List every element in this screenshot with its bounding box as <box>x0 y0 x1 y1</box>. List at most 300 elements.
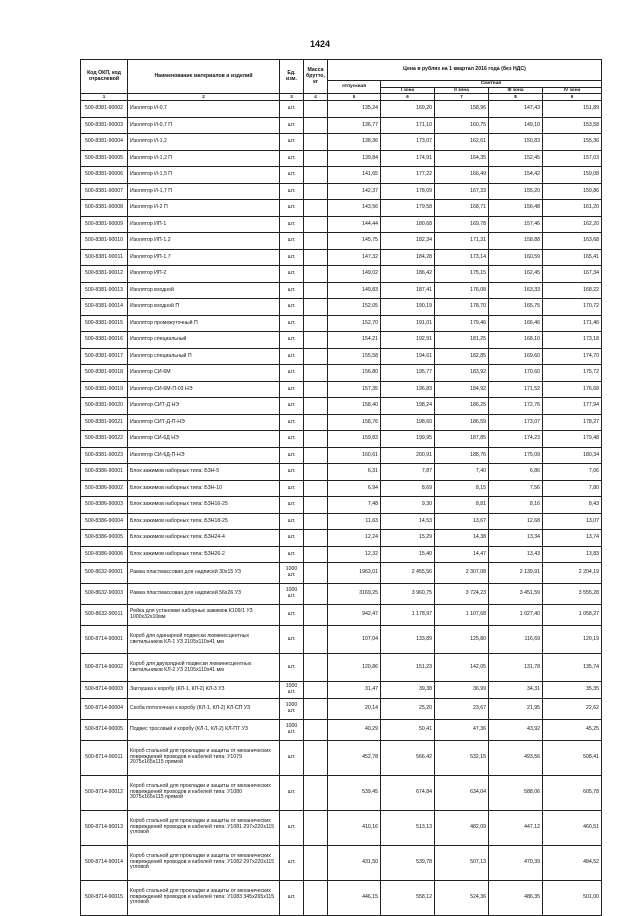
item-name: Рейка для установки наборных зажимов К109/1 УЗ 1000х32х10мм <box>128 605 280 626</box>
price-zone-4: 22,62 <box>543 698 602 719</box>
table-row <box>81 249 602 266</box>
price-zone-2: 171,31 <box>435 233 489 250</box>
price-zone-1: 190,19 <box>381 299 435 316</box>
price-zone-1: 184,28 <box>381 249 435 266</box>
item-mass <box>304 200 328 217</box>
table-row <box>81 447 602 464</box>
price-zone-3: 166,46 <box>489 315 543 332</box>
page-number: 1424 <box>309 39 331 49</box>
item-code: 500-8381-90002 <box>81 101 128 118</box>
item-unit: шт. <box>280 167 304 184</box>
price-release: 136,77 <box>328 117 381 134</box>
table-row <box>81 626 602 654</box>
item-code: 500-8632-90003 <box>81 584 128 605</box>
price-zone-2: 158,96 <box>435 101 489 118</box>
price-zone-4: 165,41 <box>543 249 602 266</box>
item-unit: 1000 шт. <box>280 698 304 719</box>
item-code: 500-8381-90011 <box>81 249 128 266</box>
item-code: 500-8632-90001 <box>81 563 128 584</box>
price-zone-1: 151,23 <box>381 654 435 682</box>
item-mass <box>304 381 328 398</box>
price-table <box>80 59 602 916</box>
table-row <box>81 497 602 514</box>
item-name: Изолятор СИТ-Д-П-НЭ <box>128 414 280 431</box>
item-unit: шт. <box>280 398 304 415</box>
price-zone-3: 486,35 <box>489 880 543 915</box>
header-zone-4: IV зона <box>543 87 602 94</box>
price-zone-3: 7,56 <box>489 480 543 497</box>
price-zone-2: 160,75 <box>435 117 489 134</box>
item-code: 500-8714-90011 <box>81 740 128 775</box>
item-unit: шт. <box>280 810 304 845</box>
price-zone-1: 178,09 <box>381 183 435 200</box>
table-row <box>81 365 602 382</box>
item-mass <box>304 740 328 775</box>
price-release: 11,63 <box>328 513 381 530</box>
price-release: 152,70 <box>328 315 381 332</box>
price-zone-4: 13,83 <box>543 546 602 563</box>
table-row <box>81 282 602 299</box>
price-zone-4: 7,06 <box>543 464 602 481</box>
price-zone-4: 177,94 <box>543 398 602 415</box>
column-number: 7 <box>435 94 489 101</box>
price-zone-4: 1 058,27 <box>543 605 602 626</box>
item-name: Блок зажимов наборных типа: БЗН24-4 <box>128 530 280 547</box>
price-zone-1: 191,01 <box>381 315 435 332</box>
price-zone-2: 176,08 <box>435 282 489 299</box>
item-unit: шт. <box>280 480 304 497</box>
item-unit: шт. <box>280 431 304 448</box>
table-row <box>81 775 602 810</box>
item-unit: шт. <box>280 134 304 151</box>
item-name: Изолятор СИ-6М-П-03 НЭ <box>128 381 280 398</box>
item-mass <box>304 117 328 134</box>
price-zone-4: 171,46 <box>543 315 602 332</box>
table-row <box>81 584 602 605</box>
item-name: Подвес тросовый к коробу (КЛ-1, КЛ-2) КЛ-ПТ УЗ <box>128 719 280 740</box>
price-release: 141,65 <box>328 167 381 184</box>
price-release: 138,36 <box>328 134 381 151</box>
item-unit: шт. <box>280 775 304 810</box>
item-code: 500-8714-90014 <box>81 845 128 880</box>
item-name: Короб стальной для прокладки и защиты от механических повреждений проводов и кабелей типа: У1083 345х265х115 угловой <box>128 880 280 915</box>
item-code: 500-8714-90005 <box>81 719 128 740</box>
item-unit: шт. <box>280 117 304 134</box>
table-row <box>81 101 602 118</box>
table-row <box>81 216 602 233</box>
item-name: Изолятор СИ-6Д-П-НЭ <box>128 447 280 464</box>
item-name: Изолятор входной <box>128 282 280 299</box>
column-number: 3 <box>280 94 304 101</box>
price-release: 539,45 <box>328 775 381 810</box>
price-zone-1: 7,87 <box>381 464 435 481</box>
item-name: Короб стальной для прокладки и защиты от механических повреждений проводов и кабелей типа: У1079 2075х165х115 прямой <box>128 740 280 775</box>
item-code: 500-8381-90003 <box>81 117 128 134</box>
table-row <box>81 332 602 349</box>
header-price-group: Цена в рублях на 1 квартал 2016 года (без НДС) <box>328 60 602 81</box>
item-unit: шт. <box>280 332 304 349</box>
item-mass <box>304 497 328 514</box>
price-zone-2: 507,13 <box>435 845 489 880</box>
price-release: 139,84 <box>328 150 381 167</box>
table-row <box>81 682 602 699</box>
price-release: 143,56 <box>328 200 381 217</box>
table-row <box>81 480 602 497</box>
item-mass <box>304 282 328 299</box>
item-name: Короб стальной для прокладки и защиты от механических повреждений проводов и кабелей типа: У1081 297х220х115 угловой <box>128 810 280 845</box>
price-release: 431,50 <box>328 845 381 880</box>
column-number: 5 <box>328 94 381 101</box>
item-code: 500-8381-90018 <box>81 365 128 382</box>
price-zone-1: 25,20 <box>381 698 435 719</box>
price-zone-3: 171,52 <box>489 381 543 398</box>
item-code: 500-8381-90004 <box>81 134 128 151</box>
item-mass <box>304 605 328 626</box>
item-unit: шт. <box>280 150 304 167</box>
price-zone-1: 179,58 <box>381 200 435 217</box>
price-zone-2: 187,85 <box>435 431 489 448</box>
item-code: 500-8386-90001 <box>81 464 128 481</box>
price-zone-4: 13,07 <box>543 513 602 530</box>
price-release: 40,29 <box>328 719 381 740</box>
item-name: Изолятор И-1,2 П <box>128 150 280 167</box>
item-name: Изолятор И-2 П <box>128 200 280 217</box>
table-row <box>81 398 602 415</box>
item-unit: шт. <box>280 845 304 880</box>
item-unit: шт. <box>280 626 304 654</box>
item-mass <box>304 365 328 382</box>
price-zone-2: 167,33 <box>435 183 489 200</box>
column-number: 9 <box>543 94 602 101</box>
price-zone-4: 170,72 <box>543 299 602 316</box>
price-zone-2: 179,46 <box>435 315 489 332</box>
item-mass <box>304 348 328 365</box>
price-release: 31,47 <box>328 682 381 699</box>
table-row <box>81 348 602 365</box>
item-mass <box>304 150 328 167</box>
item-code: 500-8632-90011 <box>81 605 128 626</box>
price-release: 410,16 <box>328 810 381 845</box>
item-unit: шт. <box>280 299 304 316</box>
price-zone-1: 9,30 <box>381 497 435 514</box>
price-zone-1: 133,89 <box>381 626 435 654</box>
item-name: Короб стальной для прокладки и защиты от механических повреждений проводов и кабелей типа: У1080 3075х165х115 прямой <box>128 775 280 810</box>
item-mass <box>304 719 328 740</box>
price-zone-3: 6,86 <box>489 464 543 481</box>
table-row <box>81 605 602 626</box>
price-zone-3: 158,88 <box>489 233 543 250</box>
price-release: 157,35 <box>328 381 381 398</box>
price-release: 156,80 <box>328 365 381 382</box>
item-unit: 1000 шт. <box>280 682 304 699</box>
price-zone-4: 135,74 <box>543 654 602 682</box>
price-zone-4: 151,89 <box>543 101 602 118</box>
table-row <box>81 513 602 530</box>
price-release: 12,32 <box>328 546 381 563</box>
price-zone-3: 447,12 <box>489 810 543 845</box>
price-release: 155,58 <box>328 348 381 365</box>
price-zone-2: 142,05 <box>435 654 489 682</box>
item-unit: шт. <box>280 365 304 382</box>
price-zone-3: 156,48 <box>489 200 543 217</box>
price-zone-1: 196,83 <box>381 381 435 398</box>
item-mass <box>304 183 328 200</box>
table-row <box>81 414 602 431</box>
price-zone-1: 566,42 <box>381 740 435 775</box>
item-mass <box>304 266 328 283</box>
price-zone-3: 588,06 <box>489 775 543 810</box>
price-zone-1: 15,29 <box>381 530 435 547</box>
item-code: 500-8381-90005 <box>81 150 128 167</box>
table-row <box>81 183 602 200</box>
item-name: Изолятор ИП-1.2 <box>128 233 280 250</box>
item-unit: шт. <box>280 381 304 398</box>
price-zone-3: 43,92 <box>489 719 543 740</box>
item-code: 500-8381-90006 <box>81 167 128 184</box>
price-zone-1: 15,40 <box>381 546 435 563</box>
price-zone-3: 470,39 <box>489 845 543 880</box>
table-row <box>81 698 602 719</box>
item-name: Изолятор входной П <box>128 299 280 316</box>
header-release: отпускная <box>328 81 381 94</box>
item-unit: 1000 шт. <box>280 719 304 740</box>
item-code: 500-8386-90005 <box>81 530 128 547</box>
table-body <box>81 101 602 916</box>
price-zone-1: 3 960,75 <box>381 584 435 605</box>
header-name: Наименование материалов и изделий <box>128 60 280 94</box>
price-zone-2: 162,61 <box>435 134 489 151</box>
item-name: Изолятор специальный П <box>128 348 280 365</box>
header-unit: Ед. изм. <box>280 60 304 94</box>
price-zone-1: 558,12 <box>381 880 435 915</box>
item-code: 500-8381-90007 <box>81 183 128 200</box>
item-mass <box>304 845 328 880</box>
item-mass <box>304 447 328 464</box>
table-row <box>81 654 602 682</box>
table-row <box>81 845 602 880</box>
item-mass <box>304 233 328 250</box>
price-zone-2: 482,09 <box>435 810 489 845</box>
price-zone-2: 125,80 <box>435 626 489 654</box>
price-zone-1: 50,41 <box>381 719 435 740</box>
price-zone-2: 186,59 <box>435 414 489 431</box>
price-zone-1: 513,13 <box>381 810 435 845</box>
item-unit: шт. <box>280 249 304 266</box>
column-number: 2 <box>128 94 280 101</box>
price-release: 158,76 <box>328 414 381 431</box>
item-name: Изолятор промежуточный П <box>128 315 280 332</box>
item-unit: шт. <box>280 233 304 250</box>
item-mass <box>304 216 328 233</box>
price-zone-1: 192,91 <box>381 332 435 349</box>
price-zone-1: 180,68 <box>381 216 435 233</box>
item-mass <box>304 167 328 184</box>
price-zone-2: 173,14 <box>435 249 489 266</box>
price-zone-2: 169,78 <box>435 216 489 233</box>
item-unit: шт. <box>280 183 304 200</box>
item-code: 500-8386-90003 <box>81 497 128 514</box>
price-zone-2: 168,71 <box>435 200 489 217</box>
item-code: 500-8381-90008 <box>81 200 128 217</box>
item-mass <box>304 134 328 151</box>
price-zone-2: 36,99 <box>435 682 489 699</box>
table-row <box>81 810 602 845</box>
table-row <box>81 381 602 398</box>
price-zone-3: 175,09 <box>489 447 543 464</box>
price-zone-1: 39,38 <box>381 682 435 699</box>
item-code: 500-8381-90023 <box>81 447 128 464</box>
price-release: 12,24 <box>328 530 381 547</box>
price-release: 107,04 <box>328 626 381 654</box>
item-unit: шт. <box>280 101 304 118</box>
table-row <box>81 563 602 584</box>
item-mass <box>304 698 328 719</box>
item-name: Изолятор И-0,7 П <box>128 117 280 134</box>
item-unit: шт. <box>280 414 304 431</box>
item-unit: шт. <box>280 266 304 283</box>
price-zone-1: 539,78 <box>381 845 435 880</box>
price-zone-4: 7,80 <box>543 480 602 497</box>
price-zone-3: 169,60 <box>489 348 543 365</box>
item-name: Изолятор И-0,7 <box>128 101 280 118</box>
price-zone-2: 188,76 <box>435 447 489 464</box>
item-mass <box>304 584 328 605</box>
price-release: 120,86 <box>328 654 381 682</box>
item-mass <box>304 513 328 530</box>
item-code: 500-8714-90015 <box>81 880 128 915</box>
table-row <box>81 167 602 184</box>
item-name: Изолятор ИП-1 <box>128 216 280 233</box>
item-name: Изолятор СИ-6Д НЭ <box>128 431 280 448</box>
price-zone-2: 182,85 <box>435 348 489 365</box>
price-zone-2: 634,04 <box>435 775 489 810</box>
item-unit: шт. <box>280 497 304 514</box>
price-zone-2: 14,47 <box>435 546 489 563</box>
item-code: 500-8381-90016 <box>81 332 128 349</box>
price-zone-2: 3 724,23 <box>435 584 489 605</box>
price-zone-3: 12,68 <box>489 513 543 530</box>
price-zone-4: 153,58 <box>543 117 602 134</box>
price-zone-3: 2 139,91 <box>489 563 543 584</box>
price-zone-3: 13,34 <box>489 530 543 547</box>
price-zone-3: 152,45 <box>489 150 543 167</box>
item-code: 500-8381-90012 <box>81 266 128 283</box>
price-zone-4: 168,22 <box>543 282 602 299</box>
price-zone-4: 120,19 <box>543 626 602 654</box>
price-zone-3: 160,59 <box>489 249 543 266</box>
table-row <box>81 299 602 316</box>
price-zone-3: 157,46 <box>489 216 543 233</box>
price-zone-3: 170,60 <box>489 365 543 382</box>
price-zone-4: 174,70 <box>543 348 602 365</box>
table-row <box>81 315 602 332</box>
item-unit: шт. <box>280 348 304 365</box>
price-zone-2: 2 307,08 <box>435 563 489 584</box>
price-zone-2: 184,92 <box>435 381 489 398</box>
price-zone-4: 178,27 <box>543 414 602 431</box>
item-mass <box>304 775 328 810</box>
price-zone-2: 1 107,68 <box>435 605 489 626</box>
price-zone-4: 2 204,19 <box>543 563 602 584</box>
table-row <box>81 150 602 167</box>
table-row <box>81 719 602 740</box>
item-name: Изолятор И-1,2 <box>128 134 280 151</box>
table-row <box>81 200 602 217</box>
price-zone-3: 13,43 <box>489 546 543 563</box>
price-zone-1: 186,42 <box>381 266 435 283</box>
price-zone-4: 159,08 <box>543 167 602 184</box>
price-zone-3: 163,33 <box>489 282 543 299</box>
item-unit: шт. <box>280 282 304 299</box>
table-row <box>81 431 602 448</box>
price-zone-4: 484,52 <box>543 845 602 880</box>
price-zone-3: 8,16 <box>489 497 543 514</box>
price-zone-1: 200,91 <box>381 447 435 464</box>
item-code: 500-8381-90009 <box>81 216 128 233</box>
price-zone-1: 198,24 <box>381 398 435 415</box>
price-zone-4: 180,34 <box>543 447 602 464</box>
header-estimate: Сметная <box>381 81 602 88</box>
table-row <box>81 740 602 775</box>
price-zone-3: 3 451,59 <box>489 584 543 605</box>
item-code: 500-8381-90013 <box>81 282 128 299</box>
price-zone-4: 155,36 <box>543 134 602 151</box>
price-release: 7,48 <box>328 497 381 514</box>
price-release: 149,02 <box>328 266 381 283</box>
item-mass <box>304 332 328 349</box>
price-zone-4: 605,78 <box>543 775 602 810</box>
price-zone-4: 173,18 <box>543 332 602 349</box>
price-zone-4: 167,34 <box>543 266 602 283</box>
price-zone-1: 182,34 <box>381 233 435 250</box>
price-release: 3169,25 <box>328 584 381 605</box>
item-unit: шт. <box>280 740 304 775</box>
item-code: 500-8714-90003 <box>81 682 128 699</box>
item-code: 500-8381-90020 <box>81 398 128 415</box>
table-row <box>81 233 602 250</box>
price-zone-1: 1 178,97 <box>381 605 435 626</box>
item-code: 500-8386-90006 <box>81 546 128 563</box>
price-zone-4: 35,35 <box>543 682 602 699</box>
price-release: 145,75 <box>328 233 381 250</box>
item-name: Рамка пластмассовая для надписей 30х15 УЗ <box>128 563 280 584</box>
item-mass <box>304 101 328 118</box>
price-zone-3: 21,95 <box>489 698 543 719</box>
item-code: 500-8386-90002 <box>81 480 128 497</box>
price-zone-4: 157,03 <box>543 150 602 167</box>
price-release: 152,05 <box>328 299 381 316</box>
item-mass <box>304 315 328 332</box>
item-unit: шт. <box>280 654 304 682</box>
item-mass <box>304 249 328 266</box>
item-name: Изолятор СИ-6М <box>128 365 280 382</box>
item-code: 500-8714-90013 <box>81 810 128 845</box>
price-zone-3: 131,78 <box>489 654 543 682</box>
price-zone-4: 176,68 <box>543 381 602 398</box>
item-name: Скоба потолочная к коробу (КЛ-1, КЛ-2) КЛ-СП УЗ <box>128 698 280 719</box>
table-row <box>81 134 602 151</box>
column-number: 4 <box>304 94 328 101</box>
price-zone-3: 147,43 <box>489 101 543 118</box>
price-zone-1: 174,91 <box>381 150 435 167</box>
price-release: 142,37 <box>328 183 381 200</box>
item-code: 500-8386-90004 <box>81 513 128 530</box>
price-zone-2: 532,15 <box>435 740 489 775</box>
price-zone-3: 493,56 <box>489 740 543 775</box>
price-zone-3: 165,75 <box>489 299 543 316</box>
item-mass <box>304 480 328 497</box>
item-code: 500-8714-90001 <box>81 626 128 654</box>
